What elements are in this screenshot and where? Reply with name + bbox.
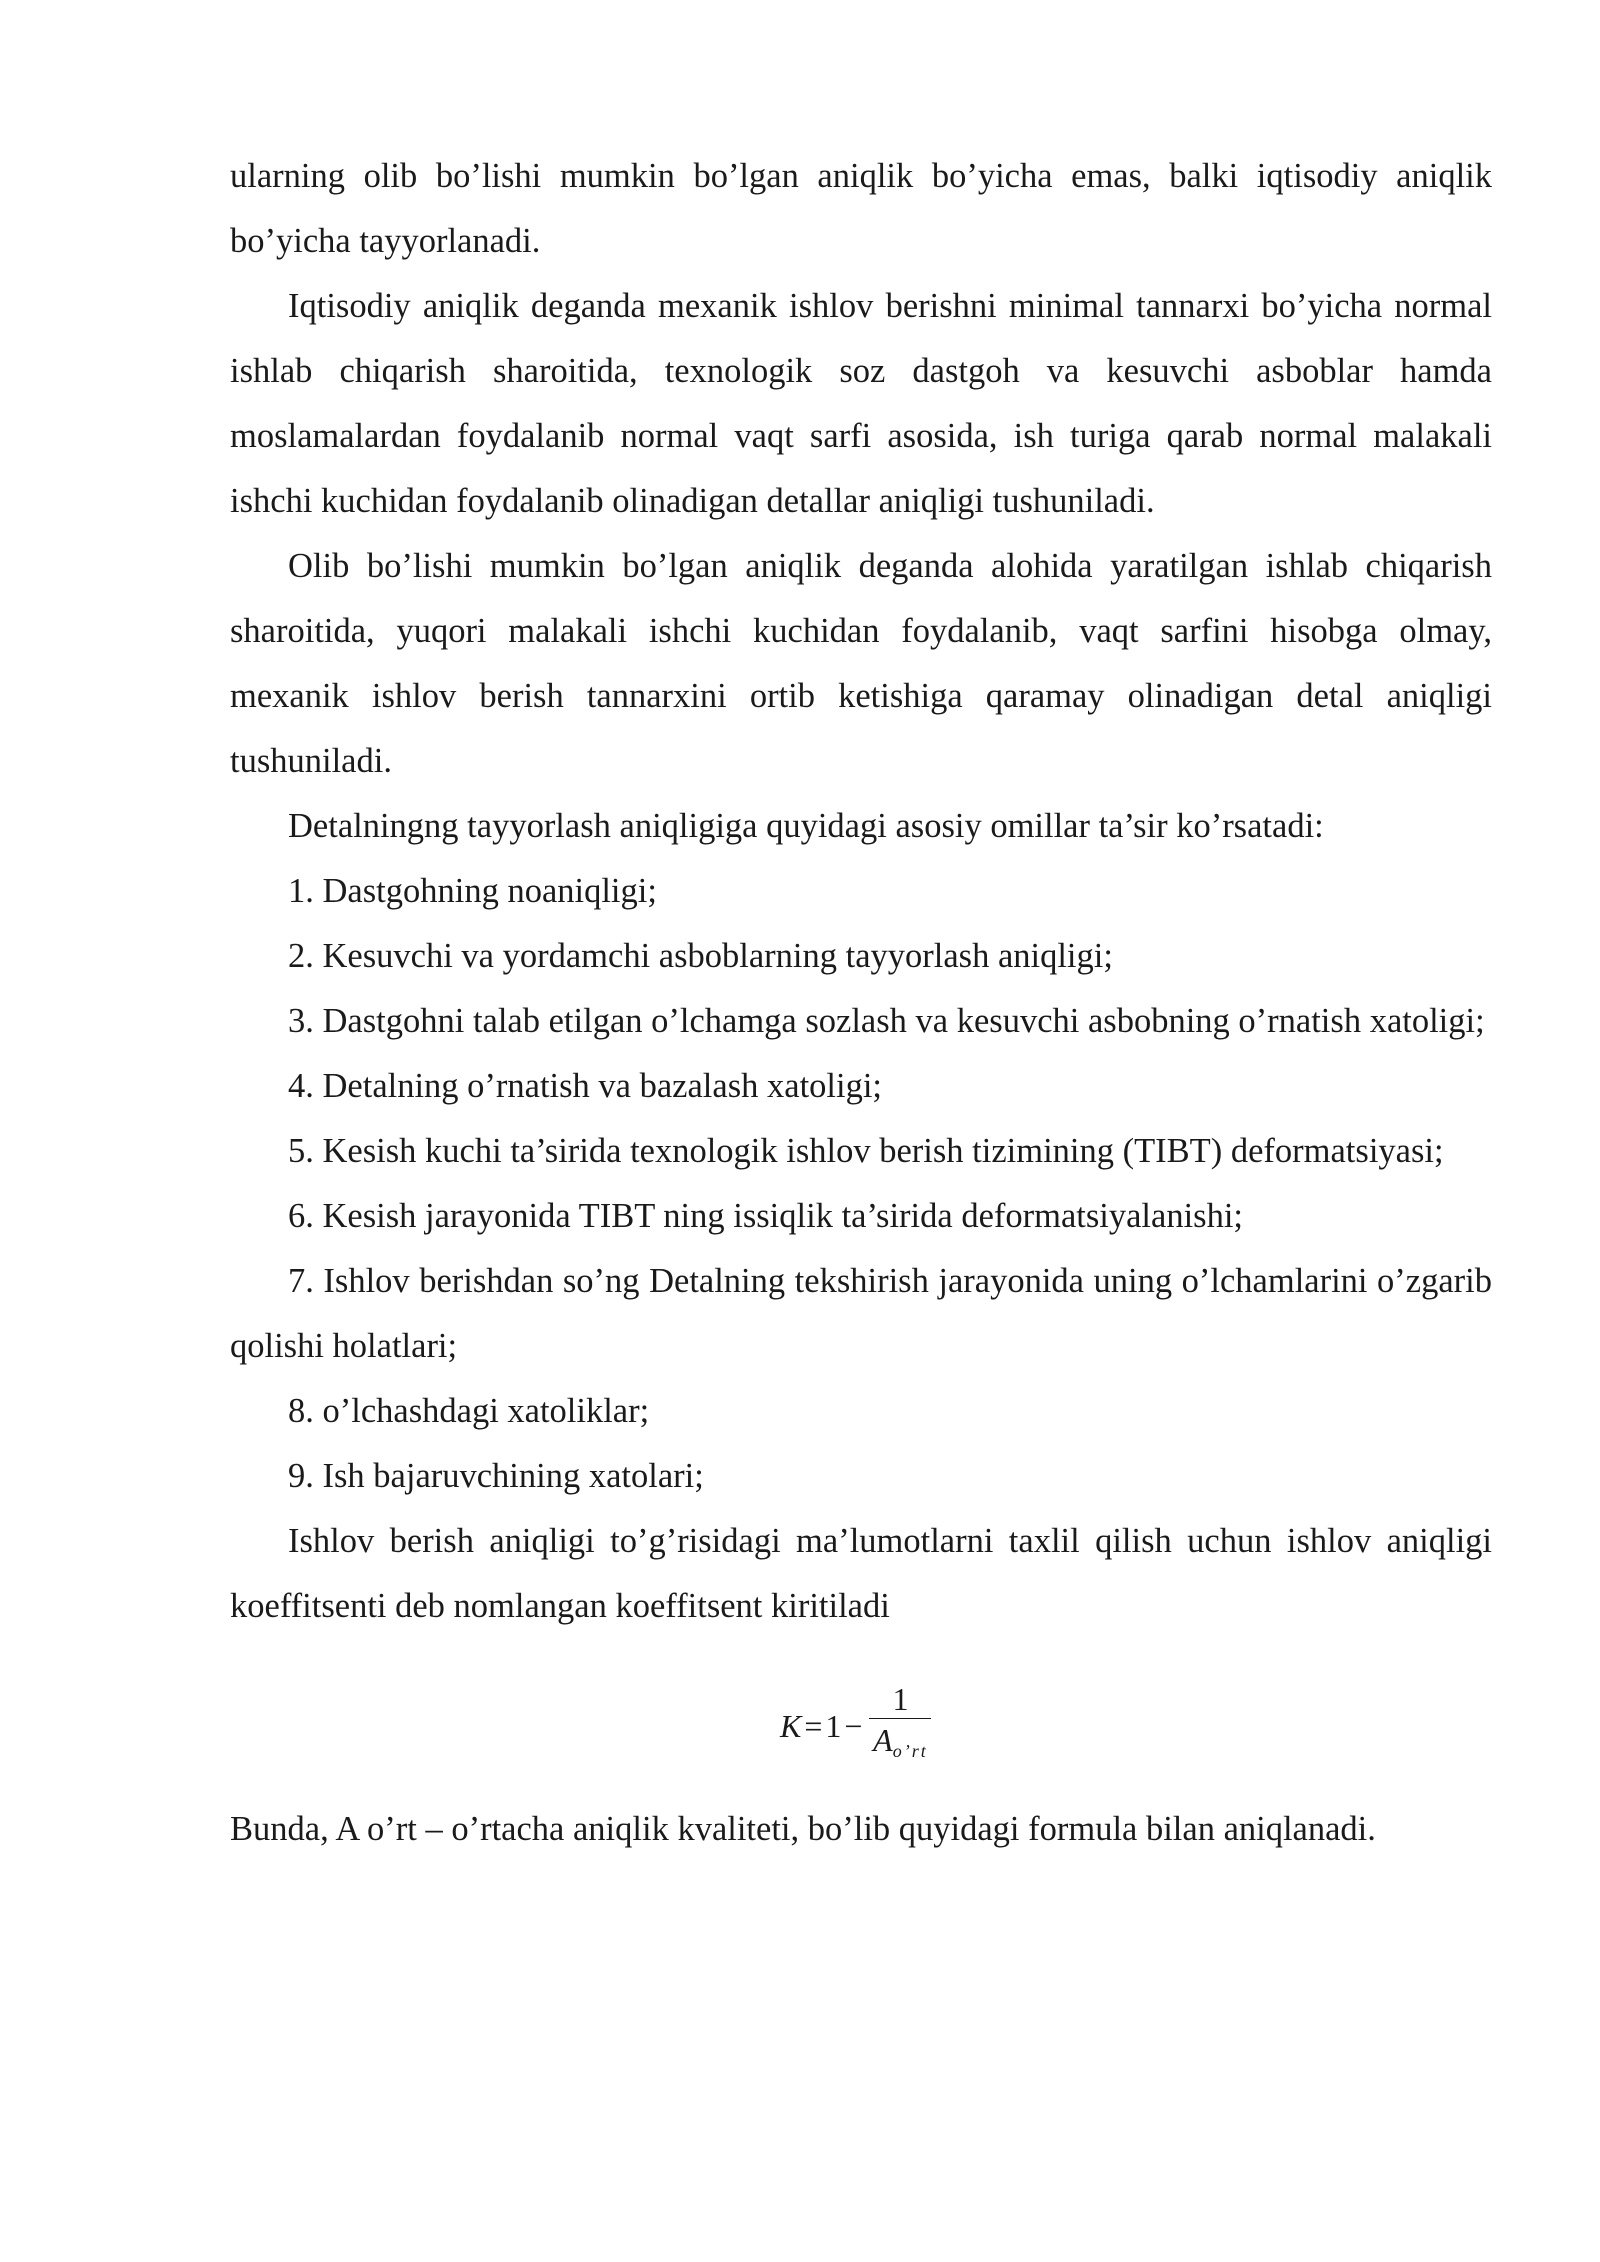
denominator-base: A <box>873 1722 893 1759</box>
list-item-5: 5. Kesish kuchi ta’sirida texnologik ishlov berish tizimining (TIBT) deformatsiyasi; <box>288 1132 1444 1170</box>
paragraph-achievable-accuracy: Olib bo’lishi mumkin bo’lgan aniqlik deganda alohida yaratilgan ishlab chiqarish sharoitida, yuqori malakali ishchi kuchidan foydalanib, vaqt sarfini hisobga olmay, mexanik ishlov berish tannarxini ortib ketishiga qaramay olinadigan detal aniqligi tushuniladi. <box>230 547 1492 780</box>
list-item-3: 3. Dastgohni talab etilgan o’lchamga sozlash va kesuvchi asbobning o’rnatish xatoligi; <box>288 1002 1485 1040</box>
formula-equals: = <box>804 1707 823 1744</box>
fraction-denominator <box>873 1719 928 1772</box>
list-item-8: 8. o’lchashdagi xatoliklar; <box>288 1392 650 1430</box>
fraction-numerator: 1 <box>892 1680 909 1717</box>
paragraph-coefficient-intro: Ishlov berish aniqligi to’g’risidagi ma’lumotlarni taxlil qilish uchun ishlov aniqligi koeffitsenti deb nomlangan koeffitsent kiritiladi <box>230 1522 1492 1625</box>
paragraph-factors-intro: Detalningng tayyorlash aniqligiga quyidagi asosiy omillar ta’sir ko’rsatadi: <box>288 807 1324 845</box>
formula-one: 1 <box>825 1707 842 1744</box>
list-item-9: 9. Ish bajaruvchining xatolari; <box>288 1457 704 1495</box>
denominator-subscript: o’rt <box>892 1741 928 1762</box>
paragraph-economic-accuracy: Iqtisodiy aniqlik deganda mexanik ishlov berishni minimal tannarxi bo’yicha normal ishlab chiqarish sharoitida, texnologik soz dastgoh va kesuvchi asboblar hamda moslamalardan foydalanib normal vaqt sarfi asosida, ish turiga qarab normal malakali ishchi kuchidan foydalanib olinadigan detallar aniqligi tushuniladi. <box>230 287 1492 520</box>
list-item-1: 1. Dastgohning noaniqligi; <box>288 872 657 910</box>
accuracy-coefficient-formula <box>780 1671 931 1781</box>
paragraph-continuation: ularning olib bo’lishi mumkin bo’lgan aniqlik bo’yicha emas, balki iqtisodiy aniqlik bo’yicha tayyorlanadi. <box>230 157 1492 260</box>
list-item-7: 7. Ishlov berishdan so’ng Detalning tekshirish jarayonida uning o’lchamlarini o’zgarib qolishi holatlari; <box>230 1262 1492 1365</box>
list-item-2: 2. Kesuvchi va yordamchi asboblarning tayyorlash aniqligi; <box>288 937 1113 975</box>
list-item-6: 6. Kesish jarayonida TIBT ning issiqlik ta’sirida deformatsiyalanishi; <box>288 1197 1243 1235</box>
paragraph-closing: Bunda, A o’rt – o’rtacha aniqlik kvaliteti, bo’lib quyidagi formula bilan aniqlanadi. <box>230 1810 1376 1848</box>
formula-lhs: K <box>780 1707 802 1744</box>
formula-block <box>230 1671 1492 1797</box>
formula-fraction <box>869 1680 931 1773</box>
document-body <box>230 144 1492 1862</box>
formula-minus: − <box>844 1707 863 1744</box>
list-item-4: 4. Detalning o’rnatish va bazalash xatoligi; <box>288 1067 882 1105</box>
